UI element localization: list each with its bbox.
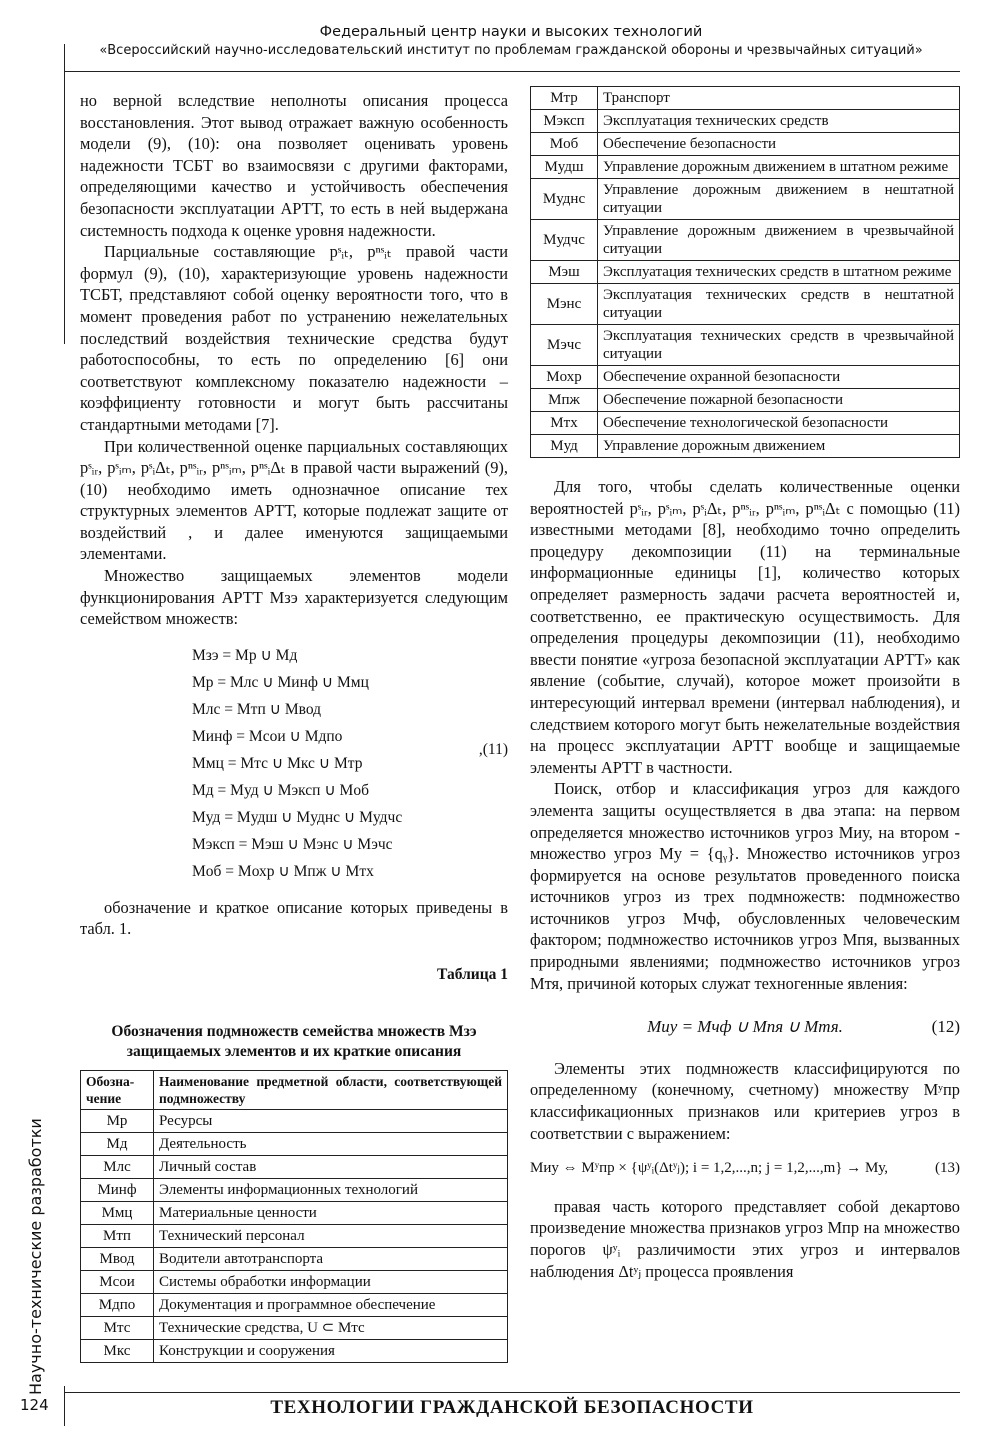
header-line-2: «Всероссийский научно-исследовательский институт по проблемам гражданской обороны и чрезвычайных ситуаций» xyxy=(99,43,923,58)
symbol-cell: Mтх xyxy=(531,412,598,435)
table-row xyxy=(531,133,960,156)
description-cell: Управление дорожным движением в нештатной ситуации xyxy=(598,179,960,220)
symbol-cell: Mд xyxy=(81,1132,154,1155)
equation-line: Mд = Mуд ∪ Mэксп ∪ Mоб xyxy=(192,781,369,799)
symbol-cell: Mмц xyxy=(81,1201,154,1224)
description-cell: Управление дорожным движением в чрезвычайной ситуации xyxy=(598,220,960,261)
symbol-cell: Mдпо xyxy=(81,1293,154,1316)
symbol-cell: Mэчс xyxy=(531,325,598,366)
table-row xyxy=(81,1109,508,1132)
symbol-cell: Mоб xyxy=(531,133,598,156)
journal-header xyxy=(64,22,958,60)
table-row xyxy=(81,1178,508,1201)
equation-body: Mиу = Mчф ∪ Mпя ∪ Mтя. xyxy=(647,1017,843,1037)
table-row xyxy=(81,1201,508,1224)
table-title-line-2: защищаемых элементов и их краткие описания xyxy=(126,1042,462,1060)
table-row xyxy=(531,325,960,366)
table-title xyxy=(80,1022,508,1062)
symbol-cell: Mсои xyxy=(81,1270,154,1293)
footer-title: ТЕХНОЛОГИИ ГРАЖДАНСКОЙ БЕЗОПАСНОСТИ xyxy=(270,1397,754,1418)
page-number: 124 xyxy=(20,1396,49,1414)
table-row xyxy=(81,1132,508,1155)
equation-13 xyxy=(530,1158,960,1180)
equation-line: Mзэ = Mр ∪ Mд xyxy=(192,646,298,664)
description-cell: Материальные ценности xyxy=(154,1201,508,1224)
table-row xyxy=(531,284,960,325)
table-row xyxy=(531,179,960,220)
symbol-cell: Mр xyxy=(81,1109,154,1132)
description-cell: Обеспечение охранной безопасности xyxy=(598,366,960,389)
description-cell: Деятельность xyxy=(154,1132,508,1155)
paragraph: При количественной оценке парциальных составляющих pˢᵢᵣ, pˢᵢₘ, pˢᵢΔₜ, pⁿˢᵢᵣ, pⁿˢᵢₘ, pⁿˢᵢΔₜ в правой части выражений (9), (10) необходимо иметь однозначное описание тех структурных элементов АРТТ, которые подлежат защите от воздействий , и далее именуются защищаемыми элементами. xyxy=(80,436,508,564)
symbol-cell: Mудчс xyxy=(531,220,598,261)
table-row xyxy=(531,435,960,458)
table-row xyxy=(531,389,960,412)
description-cell: Водители автотранспорта xyxy=(154,1247,508,1270)
table-title-line-1: Обозначения подмножеств семейства множеств Mзэ xyxy=(111,1022,477,1040)
description-cell: Технические средства, U ⊂ Mтс xyxy=(154,1316,508,1339)
description-cell: Системы обработки информации xyxy=(154,1270,508,1293)
equation-number: (12) xyxy=(931,1017,960,1037)
equation-number: ,(11) xyxy=(478,740,508,758)
table-row xyxy=(81,1293,508,1316)
description-cell: Эксплуатация технических средств в нештатной ситуации xyxy=(598,284,960,325)
symbol-cell: Mэксп xyxy=(531,110,598,133)
symbol-cell: Mэнс xyxy=(531,284,598,325)
paragraph: Элементы этих подмножеств классифицируются по определенному (конечному, счетному) множеству Mʸпр классификационных признаков или критериев угроз в соответствии с выражением: xyxy=(530,1058,960,1143)
equation-11 xyxy=(192,642,508,885)
paragraph: обозначение и краткое описание которых приведены в табл. 1. xyxy=(80,897,508,939)
paragraph: Парциальные составляющие pˢᵢₜ, pⁿˢᵢₜ правой части формул (9), (10), характеризующие уровень надежности ТСБТ, представляют собой оценку вероятности того, что в момент проведения работ по устранению нежелательных последствий воздействия технические средства будут работоспособны, то есть по определению [6] они соответствуют комплексному показателю надежности – коэффициенту готовности и могут быть рассчитаны стандартными методами [7]. xyxy=(80,242,508,434)
equation-line: Mинф = Mсои ∪ Mдпо xyxy=(192,727,343,745)
description-cell: Управление дорожным движением в штатном режиме xyxy=(598,156,960,179)
paragraph: Для того, чтобы сделать количественные оценки вероятностей pˢᵢᵣ, pˢᵢₘ, pˢᵢΔₜ, pⁿˢᵢᵣ, pⁿˢᵢₘ, pⁿˢᵢΔₜ с помощью (11) известными методами [8], необходимо точно определить процедуру декомпозиции (11) на терминальные информационные единицы [1], количество которых определяет размерность задачи расчета вероятностей и, соответственно, ее практическую осуществимость. Для определения процедуры декомпозиции (11), необходимо ввести понятие «угроза безопасной эксплуатации АРТТ» как явление (событие, случай), которое может произойти в интересующий интервал времени (интервал наблюдения), и следствием которого могут быть нежелательные воздействия на процесс эксплуатации АРТТ вообще и защищаемые элементы АРТТ в частности. xyxy=(530,477,960,777)
table-row xyxy=(531,110,960,133)
table-row xyxy=(81,1247,508,1270)
paragraph: правая часть которого представляет собой декартово произведение множества признаков угроз Mпр на множество порогов ψʸᵢ различимости этих угроз и интервалов наблюдения Δtʸⱼ процесса проявления xyxy=(530,1196,960,1281)
description-cell: Эксплуатация технических средств xyxy=(598,110,960,133)
table-row xyxy=(81,1155,508,1178)
symbol-cell: Mуднс xyxy=(531,179,598,220)
description-cell: Конструкции и сооружения xyxy=(154,1339,508,1362)
footer-divider xyxy=(64,1392,960,1393)
table-row xyxy=(81,1316,508,1339)
symbol-cell: Mвод xyxy=(81,1247,154,1270)
table-caption: Таблица 1 xyxy=(437,966,508,984)
paragraph: но верной вследствие неполноты описания процесса восстановления. Этот вывод отражает важную особенность модели (9), (10): она позволяет оценивать уровень надежности ТСБТ во взаимосвязи с другими факторами, определяющими качество и устойчивость обеспечения безопасности эксплуатации АРТТ, то есть в ней выдержана системность подхода к оценке уровня надежности. xyxy=(80,91,508,240)
symbol-cell: Mтр xyxy=(531,87,598,110)
right-column xyxy=(530,86,960,1282)
table-1-continued xyxy=(530,86,960,458)
description-cell: Технический персонал xyxy=(154,1224,508,1247)
table-row xyxy=(81,1270,508,1293)
symbol-cell: Mохр xyxy=(531,366,598,389)
description-cell: Документация и программное обеспечение xyxy=(154,1293,508,1316)
description-cell: Эксплуатация технических средств в штатном режиме xyxy=(598,261,960,284)
header-line-1: Федеральный центр науки и высоких технологий xyxy=(319,24,703,40)
table-row xyxy=(531,261,960,284)
table-row xyxy=(81,1339,508,1362)
table-header-row xyxy=(81,1070,508,1109)
header-divider xyxy=(64,71,960,72)
description-cell: Эксплуатация технических средств в чрезвычайной ситуации xyxy=(598,325,960,366)
symbol-cell: Mинф xyxy=(81,1178,154,1201)
description-cell: Обеспечение пожарной безопасности xyxy=(598,389,960,412)
equation-12 xyxy=(530,1016,960,1038)
symbol-cell: Mуд xyxy=(531,435,598,458)
table-row xyxy=(531,156,960,179)
description-cell: Обеспечение технологической безопасности xyxy=(598,412,960,435)
symbol-cell: Mкс xyxy=(81,1339,154,1362)
column-header-description: Наименование предметной области, соответствующей подмножеству xyxy=(154,1070,508,1109)
table-row xyxy=(531,87,960,110)
description-cell: Обеспечение безопасности xyxy=(598,133,960,156)
sidebar-title: Научно-технические разработки xyxy=(26,1118,45,1395)
equation-line: Mоб = Mохр ∪ Mпж ∪ Mтх xyxy=(192,862,374,880)
table-row xyxy=(531,366,960,389)
symbol-cell: Mудш xyxy=(531,156,598,179)
table-1 xyxy=(80,1070,508,1363)
table-row xyxy=(531,412,960,435)
table-row xyxy=(531,220,960,261)
equation-number: (13) xyxy=(935,1160,960,1177)
column-header-symbol: Обозна-чение xyxy=(81,1070,154,1109)
equation-line: Mлс = Mтп ∪ Mвод xyxy=(192,700,322,718)
paragraph: Множество защищаемых элементов модели функционирования АРТТ Mзэ характеризуется следующим семейством множеств: xyxy=(80,566,508,629)
equation-line: Mмц = Mтс ∪ Mкс ∪ Mтр xyxy=(192,754,363,772)
description-cell: Ресурсы xyxy=(154,1109,508,1132)
left-column xyxy=(80,90,508,1363)
description-cell: Личный состав xyxy=(154,1155,508,1178)
symbol-cell: Mтп xyxy=(81,1224,154,1247)
symbol-cell: Mпж xyxy=(531,389,598,412)
description-cell: Элементы информационных технологий xyxy=(154,1178,508,1201)
equation-line: Mуд = Mудш ∪ Mуднс ∪ Mудчс xyxy=(192,808,403,826)
description-cell: Транспорт xyxy=(598,87,960,110)
symbol-cell: Mэш xyxy=(531,261,598,284)
symbol-cell: Mтс xyxy=(81,1316,154,1339)
margin-rule-top xyxy=(64,44,65,344)
equation-line: Mэксп = Mэш ∪ Mэнс ∪ Mэчс xyxy=(192,835,393,853)
table-row xyxy=(81,1224,508,1247)
symbol-cell: Mлс xyxy=(81,1155,154,1178)
equation-body: Mиу ⇔ Mʸпр × {ψʸᵢ(Δtʸⱼ); i = 1,2,...,n; j = 1,2,...,m} → Mу, xyxy=(530,1160,889,1177)
paragraph: Поиск, отбор и классификация угроз для каждого элемента защиты осуществляется в два этапа: на первом определяется множество источников угроз Mиу, на втором - множество угроз Mу = {qᵧ}. Множество источников угроз формируется на основе результатов проведенного поиска источников угроз из трех подмножеств: подмножество источников угроз Mчф, обусловленных человеческим фактором; подмножество источников угроз Mпя, вызванных природными явлениями; подмножество источников угроз Mтя, причиной которых служат техногенные явления: xyxy=(530,779,960,993)
equation-line: Mр = Mлс ∪ Mинф ∪ Mмц xyxy=(192,673,369,691)
description-cell: Управление дорожным движением xyxy=(598,435,960,458)
